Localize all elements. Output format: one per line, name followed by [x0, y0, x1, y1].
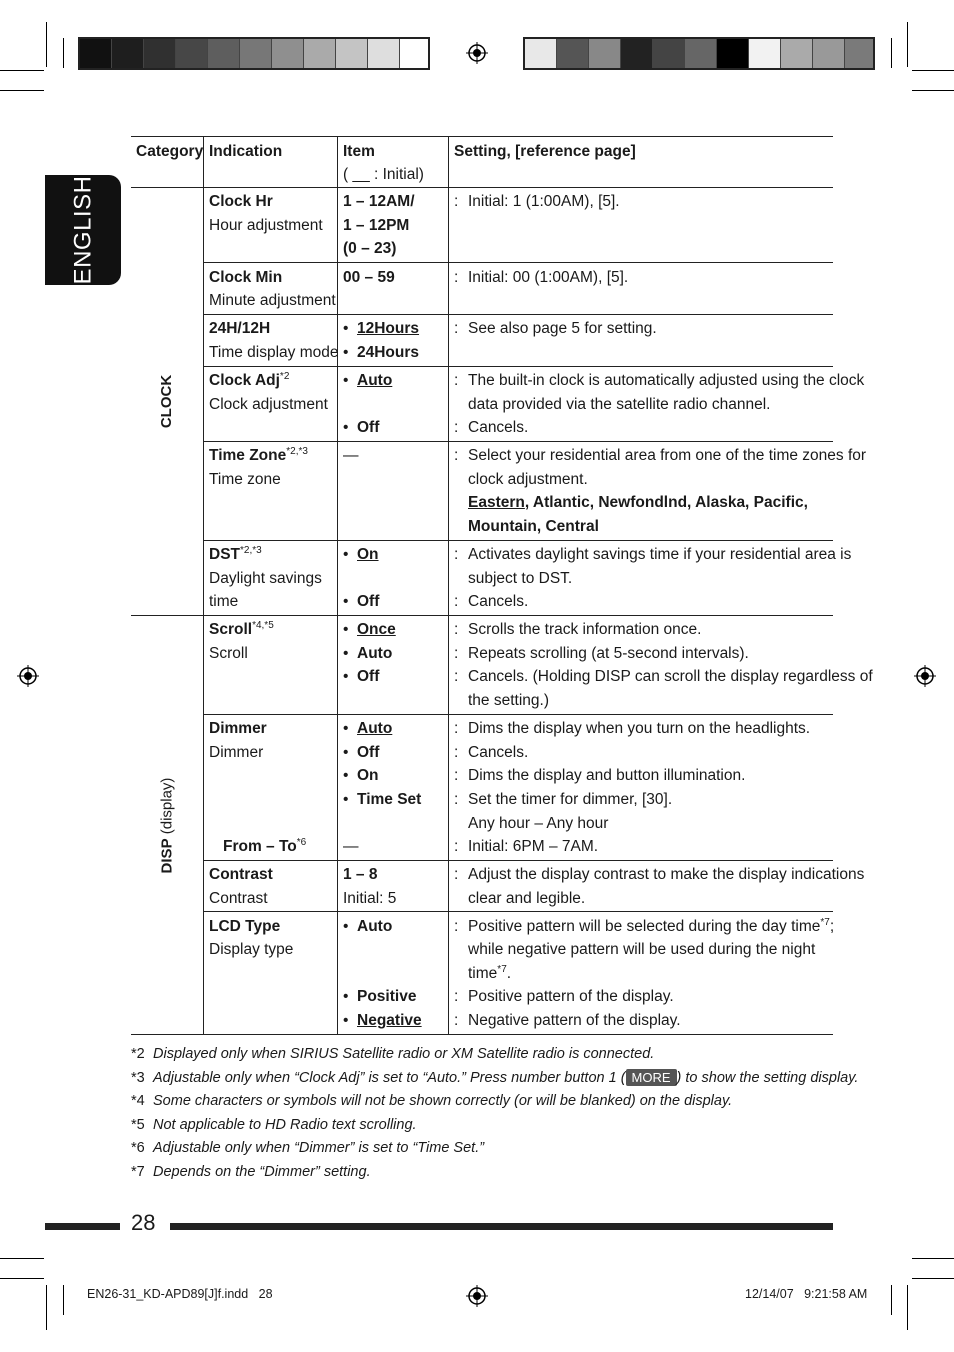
registration-mark-icon	[466, 42, 488, 64]
setting-colon: :	[454, 193, 459, 210]
indication-name: Dimmer	[209, 720, 267, 737]
bullet: •	[343, 668, 349, 685]
row-rule	[204, 366, 833, 367]
indication-desc: Scroll	[209, 645, 248, 662]
sub-indication-name: From – To$^{*6}$	[223, 836, 307, 855]
footnote: *7 Depends on the “Dimmer” setting.	[131, 1164, 371, 1180]
indication-name: LCD Type	[209, 918, 281, 935]
bullet: •	[343, 1012, 349, 1029]
table-bottom-rule	[131, 1034, 833, 1035]
indication-name: 24H/12H	[209, 320, 271, 337]
setting-colon: :	[454, 593, 459, 610]
footnote: *6 Adjustable only when “Dimmer” is set to “Time Set.”	[131, 1140, 485, 1156]
item-value: Off	[357, 593, 380, 610]
crop-mark	[0, 70, 44, 71]
indication-name: Clock Min	[209, 269, 283, 286]
crop-mark	[0, 1258, 44, 1259]
indication-name: Clock Hr	[209, 193, 273, 210]
setting-colon: :	[454, 767, 459, 784]
setting-colon: :	[454, 668, 459, 685]
bullet: •	[343, 720, 349, 737]
bullet: •	[343, 645, 349, 662]
row-rule	[204, 911, 833, 912]
footnote: *2 Displayed only when SIRIUS Satellite radio or XM Satellite radio is connected.	[131, 1046, 655, 1062]
item-value: Negative	[357, 1012, 422, 1029]
crop-mark	[912, 1258, 954, 1259]
header-item: Item	[343, 143, 375, 160]
header-indication: Indication	[209, 143, 283, 160]
indication-name: Clock Adj$^{*2}$	[209, 370, 290, 389]
setting-colon: :	[454, 546, 459, 563]
registration-mark-icon	[17, 665, 39, 687]
category-clock: CLOCK	[158, 374, 176, 429]
setting-text: Any hour – Any hour	[468, 815, 609, 832]
page-bar-right	[170, 1223, 833, 1230]
indication-desc: Display type	[209, 941, 294, 958]
color-calibration-bar	[523, 37, 875, 70]
setting-text: clear and legible.	[468, 890, 586, 907]
bullet: •	[343, 593, 349, 610]
setting-text: See also page 5 for setting.	[468, 320, 657, 337]
header-setting: Setting, [reference page]	[454, 143, 636, 160]
setting-text: Initial: 6PM – 7AM.	[468, 838, 599, 855]
setting-text: Set the timer for dimmer, [30].	[468, 791, 673, 808]
setting-text: the setting.)	[468, 692, 549, 709]
item-value: Once	[357, 621, 396, 638]
setting-text: Dims the display when you turn on the headlights.	[468, 720, 811, 737]
item-value: Positive	[357, 988, 417, 1005]
indication-desc: Minute adjustment	[209, 292, 336, 309]
setting-colon: :	[454, 988, 459, 1005]
row-rule	[204, 262, 833, 263]
setting-text: Dims the display and button illumination.	[468, 767, 746, 784]
indication-desc: Hour adjustment	[209, 217, 323, 234]
language-tab-label: ENGLISH	[69, 175, 96, 285]
setting-colon: :	[454, 320, 459, 337]
setting-colon: :	[454, 447, 459, 464]
crop-mark	[46, 1285, 47, 1330]
bullet: •	[343, 372, 349, 389]
footnote: *5 Not applicable to HD Radio text scrolling.	[131, 1117, 417, 1133]
setting-colon: :	[454, 1012, 459, 1029]
setting-text: clock adjustment.	[468, 471, 588, 488]
grayscale-calibration-bar	[78, 37, 430, 70]
setting-colon: :	[454, 744, 459, 761]
bullet: •	[343, 621, 349, 638]
table-top-rule	[131, 136, 833, 137]
page-number: 28	[131, 1210, 156, 1235]
setting-text: Cancels.	[468, 744, 529, 761]
row-rule	[204, 314, 833, 315]
item-value: On	[357, 767, 379, 784]
setting-text: Positive pattern of the display.	[468, 988, 674, 1005]
row-rule	[204, 860, 833, 861]
setting-options: Eastern, Atlantic, Newfondlnd, Alaska, Pacific,	[468, 494, 808, 511]
setting-colon: :	[454, 838, 459, 855]
item-value: Auto	[357, 918, 393, 935]
indication-desc: Time zone	[209, 471, 281, 488]
crop-mark	[63, 38, 64, 68]
setting-text: Select your residential area from one of the time zones for	[468, 447, 867, 464]
setting-colon: :	[454, 918, 459, 935]
item-value: 1 – 12PM	[343, 217, 410, 234]
crop-mark	[0, 1278, 44, 1279]
item-value: Auto	[357, 720, 393, 737]
bullet: •	[343, 320, 349, 337]
crop-mark	[891, 38, 892, 68]
item-value: —	[343, 447, 359, 464]
setting-text: The built-in clock is automatically adjusted using the clock	[468, 372, 865, 389]
item-value: Auto	[357, 645, 393, 662]
indication-desc: time	[209, 593, 239, 610]
setting-text: Repeats scrolling (at 5-second intervals).	[468, 645, 749, 662]
bullet: •	[343, 546, 349, 563]
crop-mark	[907, 1285, 908, 1330]
bullet: •	[343, 744, 349, 761]
indication-desc: Time display mode	[209, 344, 339, 361]
item-value: (0 – 23)	[343, 240, 397, 257]
registration-mark-icon	[914, 665, 936, 687]
item-value: Initial: 5	[343, 890, 397, 907]
slug-date: 12/14/07 9:21:58 AM	[745, 1287, 868, 1301]
item-value: 24Hours	[357, 344, 420, 361]
item-value: Off	[357, 744, 380, 761]
setting-text: Initial: 1 (1:00AM), [5].	[468, 193, 620, 210]
column-rule	[203, 136, 204, 1034]
item-value: Auto	[357, 372, 393, 389]
setting-colon: :	[454, 791, 459, 808]
footnote: *4 Some characters or symbols will not be shown correctly (or will be blanked) on the display.	[131, 1093, 733, 1109]
setting-colon: :	[454, 866, 459, 883]
setting-colon: :	[454, 419, 459, 436]
setting-text: Cancels.	[468, 593, 529, 610]
setting-text: Scrolls the track information once.	[468, 621, 702, 638]
setting-text: while negative pattern will be used during the night	[468, 941, 816, 958]
setting-text: time$^{*7}$.	[468, 963, 512, 982]
setting-text: Adjust the display contrast to make the display indications	[468, 866, 865, 883]
slug-file: EN26-31_KD-APD89[J]f.indd 28	[87, 1287, 273, 1301]
bullet: •	[343, 344, 349, 361]
item-value: Time Set	[357, 791, 422, 808]
indication-desc: Daylight savings	[209, 570, 322, 587]
crop-mark	[891, 1285, 892, 1315]
setting-text: subject to DST.	[468, 570, 573, 587]
row-rule	[204, 540, 833, 541]
item-value: On	[357, 546, 379, 563]
item-value: Off	[357, 419, 380, 436]
item-value: 1 – 8	[343, 866, 378, 883]
item-value: 12Hours	[357, 320, 420, 337]
setting-colon: :	[454, 269, 459, 286]
setting-colon: :	[454, 720, 459, 737]
indication-name: $DST^{*2,*3}$	[209, 544, 262, 563]
header-item-sub: ( __ : Initial)	[343, 166, 424, 183]
page-bar-left	[45, 1223, 120, 1230]
row-rule	[204, 441, 833, 442]
bullet: •	[343, 791, 349, 808]
table-header-rule	[131, 187, 833, 188]
crop-mark	[907, 22, 908, 67]
bullet: •	[343, 767, 349, 784]
item-value: 1 – 12AM/	[343, 193, 415, 210]
indication-desc: Contrast	[209, 890, 268, 907]
category-rule	[131, 615, 833, 616]
setting-colon: :	[454, 621, 459, 638]
indication-desc: Clock adjustment	[209, 396, 328, 413]
setting-text: Negative pattern of the display.	[468, 1012, 681, 1029]
indication-desc: Dimmer	[209, 744, 264, 761]
item-value: 00 – 59	[343, 269, 395, 286]
item-value: Off	[357, 668, 380, 685]
crop-mark	[46, 22, 47, 67]
crop-mark	[912, 1278, 954, 1279]
column-rule	[337, 136, 338, 1034]
bullet: •	[343, 988, 349, 1005]
crop-mark	[912, 90, 954, 91]
indication-name: Time Zone$^{*2,*3}$	[209, 445, 308, 464]
footnote: *3 Adjustable only when “Clock Adj” is set to “Auto.” Press number button 1 ( MORE ) to show the setting display.	[131, 1070, 859, 1086]
bullet: •	[343, 918, 349, 935]
crop-mark	[63, 1285, 64, 1315]
crop-mark	[0, 90, 44, 91]
setting-text: Cancels.	[468, 419, 529, 436]
setting-text: Activates daylight savings time if your residential area is	[468, 546, 852, 563]
indication-name: Scroll$^{*4,*5}$	[209, 619, 274, 638]
setting-text: data provided via the satellite radio channel.	[468, 396, 771, 413]
setting-colon: :	[454, 372, 459, 389]
bullet: •	[343, 419, 349, 436]
crop-mark	[912, 70, 954, 71]
row-rule	[204, 714, 833, 715]
setting-text: Cancels. (Holding DISP can scroll the display regardless of	[468, 668, 873, 685]
more-button-icon: MORE	[626, 1069, 677, 1086]
column-rule	[448, 136, 449, 1034]
header-category: Category	[136, 143, 204, 160]
registration-mark-icon	[466, 1285, 488, 1307]
setting-text: Initial: 00 (1:00AM), [5].	[468, 269, 629, 286]
category-disp: DISP (display)	[158, 777, 176, 873]
setting-text: Positive pattern will be selected during the day time$^{*7}$;	[468, 916, 835, 935]
setting-options: Mountain, Central	[468, 518, 599, 535]
item-value: —	[343, 838, 359, 855]
indication-name: Contrast	[209, 866, 273, 883]
setting-colon: :	[454, 645, 459, 662]
